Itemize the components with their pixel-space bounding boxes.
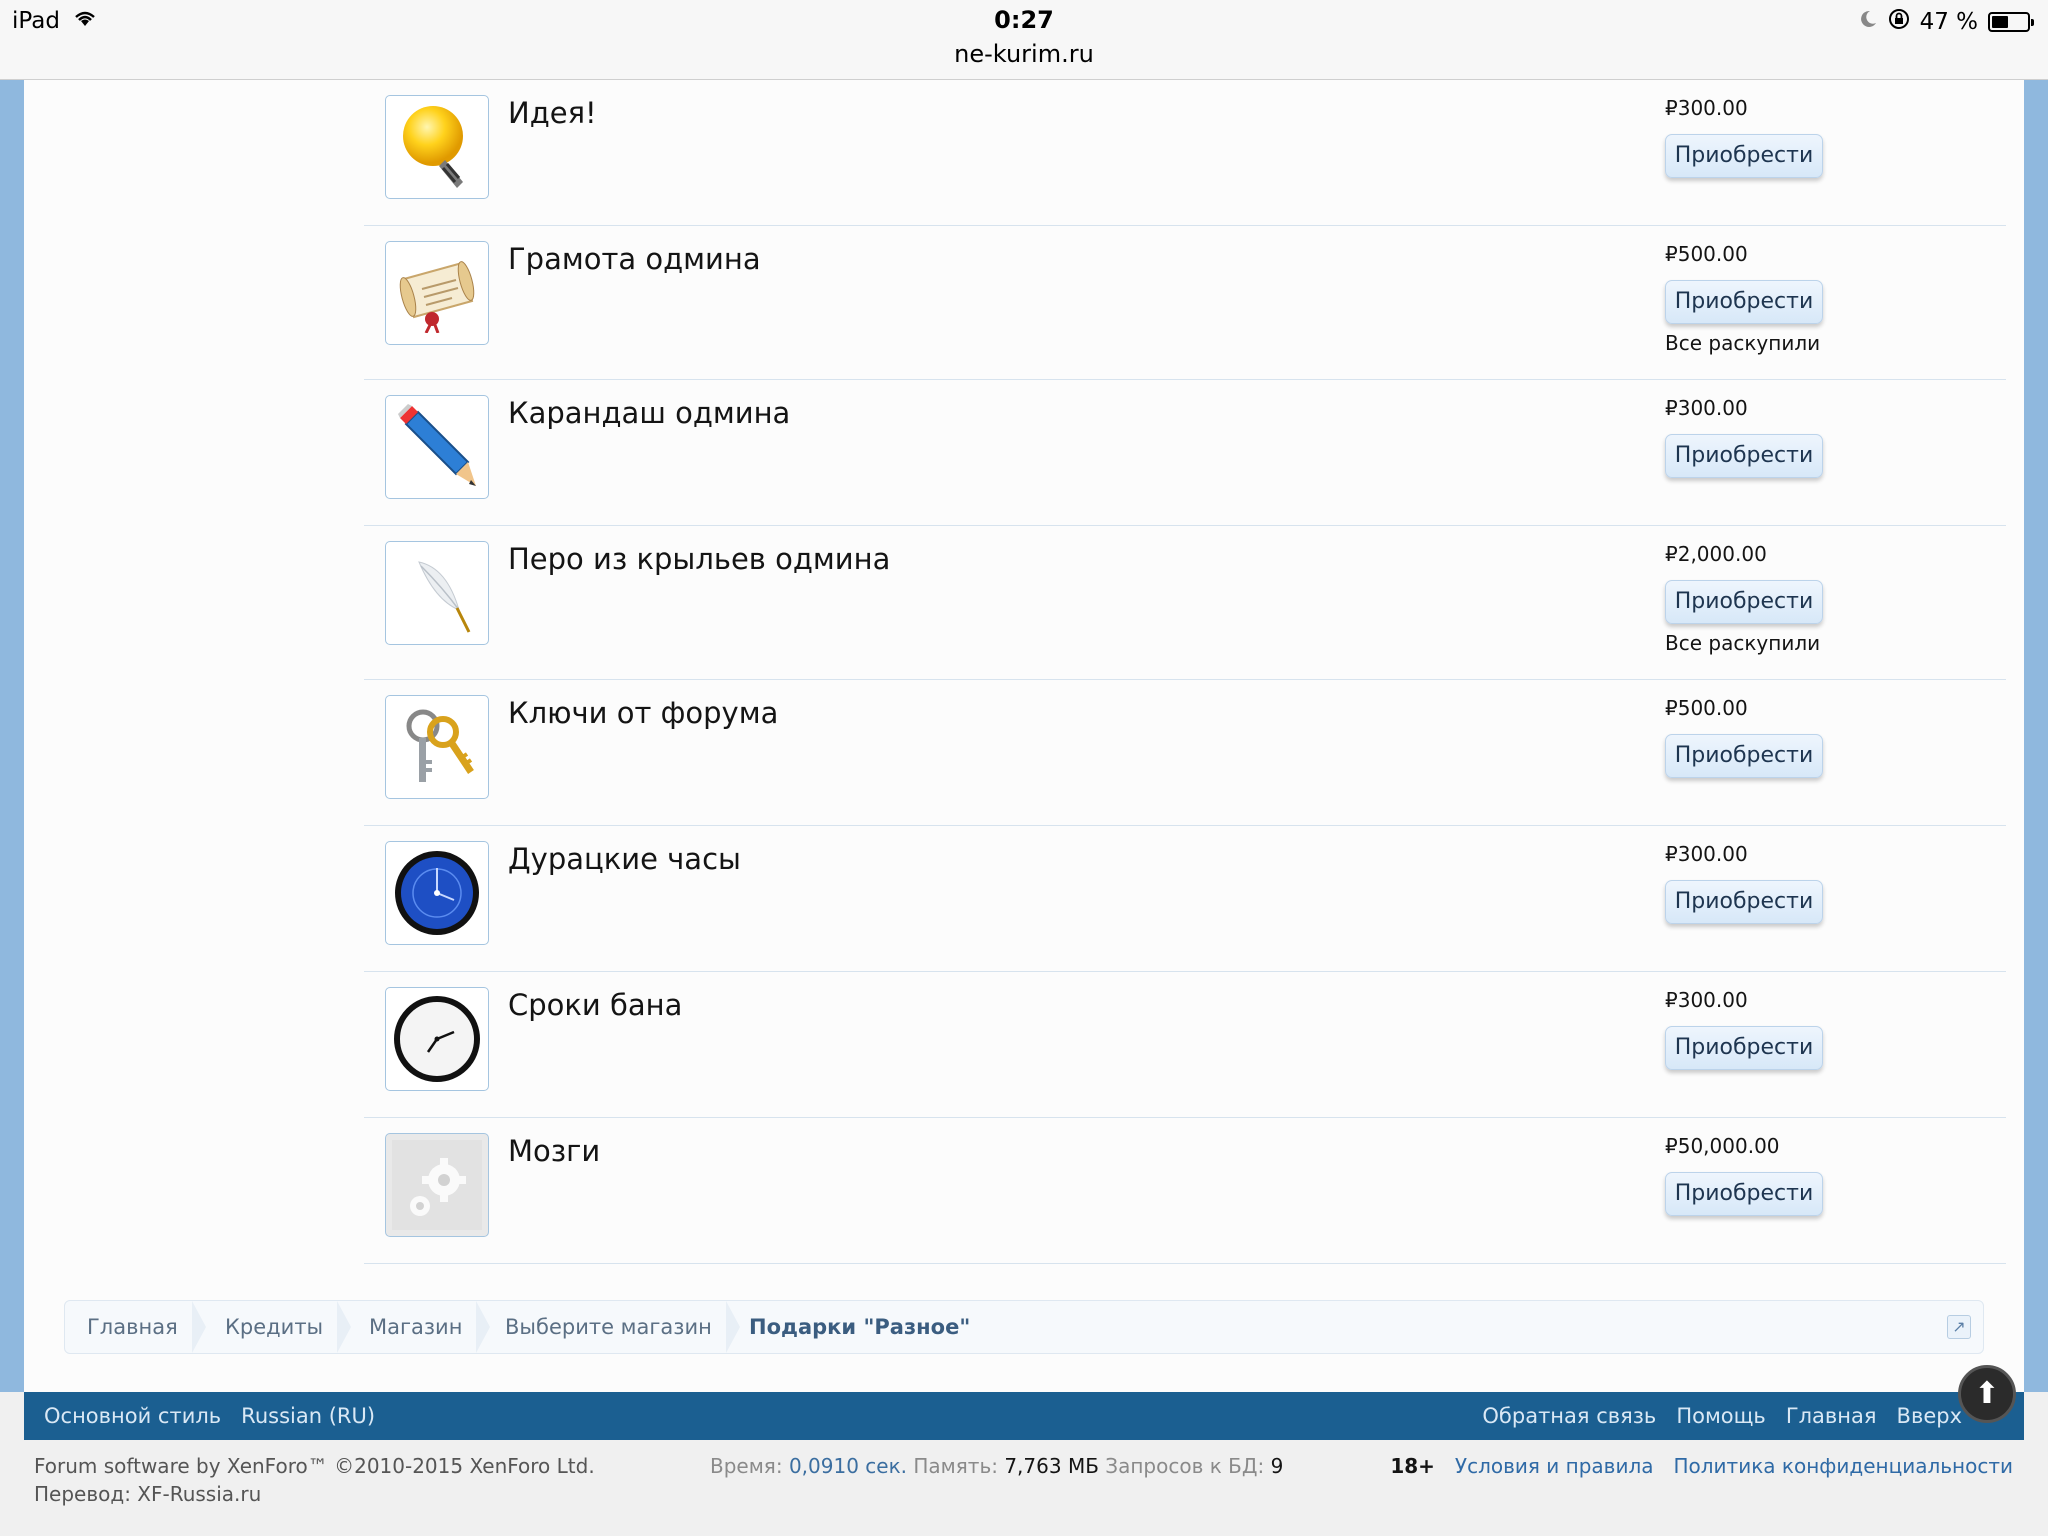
shop-content [24, 80, 2024, 1392]
item-price: ₽500.00 [1665, 696, 1748, 720]
buy-button[interactable]: Приобрести [1665, 880, 1823, 924]
buy-button[interactable]: Приобрести [1665, 280, 1823, 324]
feather-icon[interactable] [385, 541, 489, 645]
age-rating-badge: 18+ [1390, 1454, 1435, 1478]
debug-queries-label: Запросов к БД: [1105, 1454, 1265, 1478]
item-price: ₽300.00 [1665, 396, 1748, 420]
scroll-to-top-button[interactable] [1958, 1365, 2016, 1423]
breadcrumb-shop[interactable]: Магазин [369, 1301, 462, 1353]
item-price: ₽300.00 [1665, 96, 1748, 120]
item-price: ₽300.00 [1665, 842, 1748, 866]
debug-queries-value: 9 [1270, 1454, 1284, 1478]
shop-item [364, 226, 2006, 380]
gears-icon[interactable] [385, 1133, 489, 1237]
copyright [34, 1452, 595, 1508]
item-price: ₽500.00 [1665, 242, 1748, 266]
breadcrumb [64, 1300, 1984, 1354]
item-title[interactable]: Идея! [508, 96, 597, 130]
bottom-info [0, 1440, 2048, 1536]
footer-link-help[interactable]: Помощь [1676, 1404, 1766, 1428]
footer-links [1482, 1392, 1962, 1440]
language-chooser-link[interactable]: Russian (RU) [241, 1404, 376, 1428]
debug-time-value[interactable]: 0,0910 сек. [788, 1454, 908, 1478]
address-bar-url[interactable]: ne-kurim.ru [954, 40, 1094, 68]
buy-button[interactable]: Приобрести [1665, 1172, 1823, 1216]
item-status: Все раскупили [1665, 631, 1821, 655]
shop-item [364, 1118, 2006, 1264]
shop-item [364, 972, 2006, 1118]
item-price: ₽300.00 [1665, 988, 1748, 1012]
device-name: iPad [12, 8, 60, 34]
legal-links [1390, 1452, 2013, 1480]
buy-button[interactable]: Приобрести [1665, 434, 1823, 478]
item-title[interactable]: Ключи от форума [508, 696, 779, 730]
item-title[interactable]: Перо из крыльев одмина [508, 542, 891, 576]
buy-button[interactable]: Приобрести [1665, 580, 1823, 624]
translation-credit[interactable]: Перевод: XF-Russia.ru [34, 1482, 262, 1506]
debug-memory-value: 7,763 МБ [1004, 1454, 1099, 1478]
debug-info [710, 1452, 1283, 1480]
arrow-up-icon: ⬆ [1974, 1376, 2000, 1411]
item-price: ₽2,000.00 [1665, 542, 1767, 566]
breadcrumb-choose-shop[interactable]: Выберите магазин [505, 1301, 712, 1353]
item-status: Все раскупили [1665, 331, 1821, 355]
buy-button[interactable]: Приобрести [1665, 734, 1823, 778]
terms-link[interactable]: Условия и правила [1454, 1454, 1654, 1478]
footer-bar [24, 1392, 2024, 1440]
debug-time-label: Время: [710, 1454, 783, 1478]
shop-item [364, 526, 2006, 680]
page-rail-right [2024, 80, 2048, 1392]
battery-level [1992, 16, 2008, 28]
item-title[interactable]: Карандаш одмина [508, 396, 791, 430]
scroll-icon[interactable] [385, 241, 489, 345]
item-title[interactable]: Грамота одмина [508, 242, 761, 276]
item-price: ₽50,000.00 [1665, 1134, 1780, 1158]
debug-memory-label: Память: [913, 1454, 998, 1478]
item-title[interactable]: Сроки бана [508, 988, 683, 1022]
shop-item [364, 826, 2006, 972]
footer-link-top[interactable]: Вверх [1896, 1404, 1962, 1428]
battery-percent: 47 % [1919, 9, 1978, 35]
copyright-text[interactable]: Forum software by XenForo™ ©2010-2015 XenForo Ltd. [34, 1454, 595, 1478]
footer-link-home[interactable]: Главная [1785, 1404, 1877, 1428]
buy-button[interactable]: Приобрести [1665, 1026, 1823, 1070]
wall-clock-icon[interactable] [385, 987, 489, 1091]
clock: 0:27 [994, 6, 1054, 34]
privacy-link[interactable]: Политика конфиденциальности [1673, 1454, 2013, 1478]
status-bar [0, 0, 2048, 80]
style-chooser-link[interactable]: Основной стиль [44, 1404, 222, 1428]
battery-icon [1988, 12, 2030, 32]
footer-link-contact[interactable]: Обратная связь [1482, 1404, 1657, 1428]
rotation-lock-icon [1888, 8, 1910, 36]
footer-left [44, 1392, 375, 1440]
keys-icon[interactable] [385, 695, 489, 799]
shop-item [364, 680, 2006, 826]
blue-clock-icon[interactable] [385, 841, 489, 945]
breadcrumb-credits[interactable]: Кредиты [225, 1301, 323, 1353]
shop-item [364, 80, 2006, 226]
status-right [1858, 8, 2030, 36]
moon-icon [1858, 9, 1878, 35]
item-title[interactable]: Дурацкие часы [508, 842, 741, 876]
page-rail-left [0, 80, 24, 1392]
shop-item [364, 380, 2006, 526]
buy-button[interactable]: Приобрести [1665, 134, 1823, 178]
breadcrumb-current[interactable]: Подарки "Разное" [749, 1315, 971, 1339]
breadcrumb-home[interactable]: Главная [87, 1301, 178, 1353]
pencil-icon[interactable] [385, 395, 489, 499]
item-title[interactable]: Мозги [508, 1134, 601, 1168]
lightbulb-icon[interactable] [385, 95, 489, 199]
jump-to-icon[interactable]: ↗ [1947, 1315, 1971, 1339]
